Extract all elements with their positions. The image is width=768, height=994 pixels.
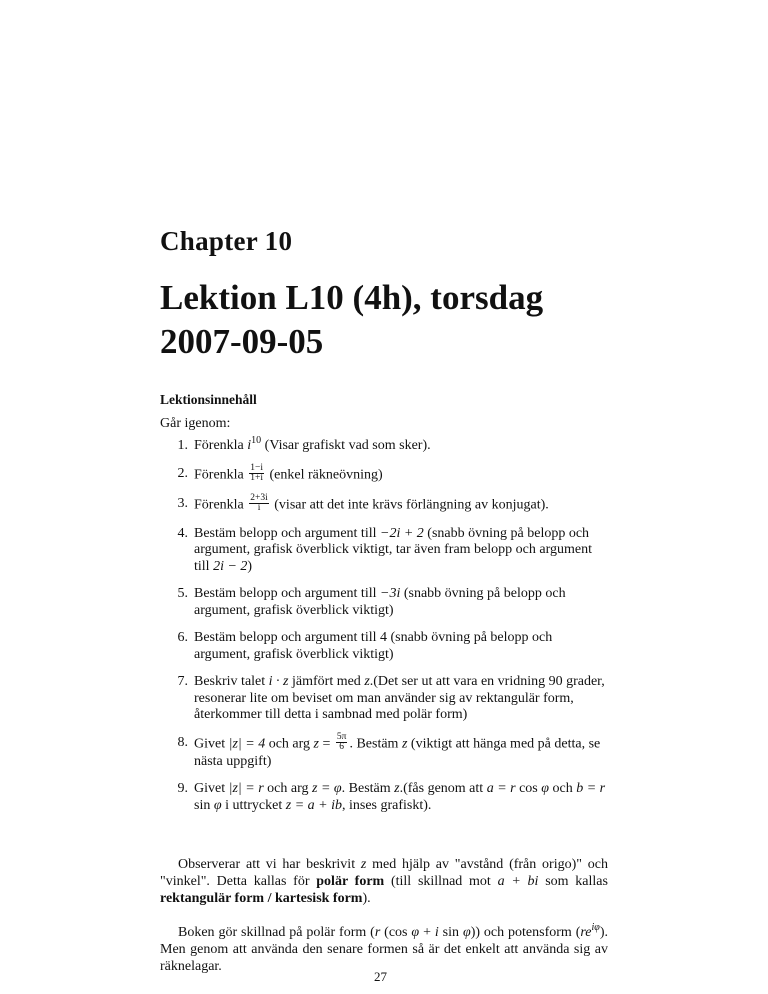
list-item: 4. Bestäm belopp och argument till −2i + 2 (snabb övning på belopp och argument, grafisk överblick viktigt, tar även fram belopp och argument till 2i − 2) <box>177 525 592 574</box>
section-heading: Lektionsinnehåll <box>160 392 257 407</box>
section-intro: Går igenom: <box>160 416 231 431</box>
paragraph-polar-form: Observerar att vi har beskrivit z med hjälp av "avstånd (från origo)" och "vinkel". Detta kallas för polär form (till skillnad mot a + bi som kallas rektangulär form / kartesisk form). <box>160 857 608 906</box>
list-item: 1. Förenkla $i^{10}$ (Visar grafiskt vad som sker). <box>177 435 431 453</box>
exercise-list <box>160 435 608 825</box>
fraction: $\frac{5\pi}{6}$ <box>336 731 347 752</box>
paragraph-power-form: Boken gör skillnad på polär form (r (cos φ + i sin φ)) och potensform $(re^{i\varphi})$. Men genom att använda den senare formen så är det enkelt att använda sig av räknelagar. <box>160 922 609 974</box>
list-item: 7. Beskriv talet i · z jämfört med z.(Det ser ut att vara en vridning 90 grader, resonerar lite om beviset om man använder sig av rektangulär form, återkommer till detta i sambnad med polär form) <box>177 674 605 722</box>
list-item: 5. Bestäm belopp och argument till −3i (snabb övning på belopp och argument, grafisk överblick viktigt) <box>177 586 566 618</box>
list-item: 6. Bestäm belopp och argument till 4 (snabb övning på belopp och argument, grafisk överblick viktigt) <box>177 630 553 662</box>
chapter-label: Chapter 10 <box>160 226 293 256</box>
chapter-title: Lektion L10 (4h), torsdag 2007-09-05 <box>160 278 544 361</box>
fraction: $\frac{1-i}{1+i}$ <box>250 462 264 483</box>
page-number: 27 <box>374 969 387 984</box>
list-item: 8. Givet |z| = 4 och arg z = $\frac{5\pi}{6}$ . Bestäm z (viktigt att hänga med på detta, se nästa uppgift) <box>177 731 601 769</box>
fraction: $\frac{2+3i}{i}$ <box>250 492 268 513</box>
list-item: 9. Givet |z| = r och arg z = φ. Bestäm z.(fås genom att a = r cos φ och b = r sin φ i uttrycket z = a + ib, inses grafiskt). <box>177 781 606 813</box>
list-item: 2. Förenkla $\frac{1-i}{1+i}$ (enkel räkneövning) <box>177 462 383 483</box>
list-item: 3. Förenkla $\frac{2+3i}{i}$ (visar att det inte krävs förlängning av konjugat). <box>177 492 549 513</box>
